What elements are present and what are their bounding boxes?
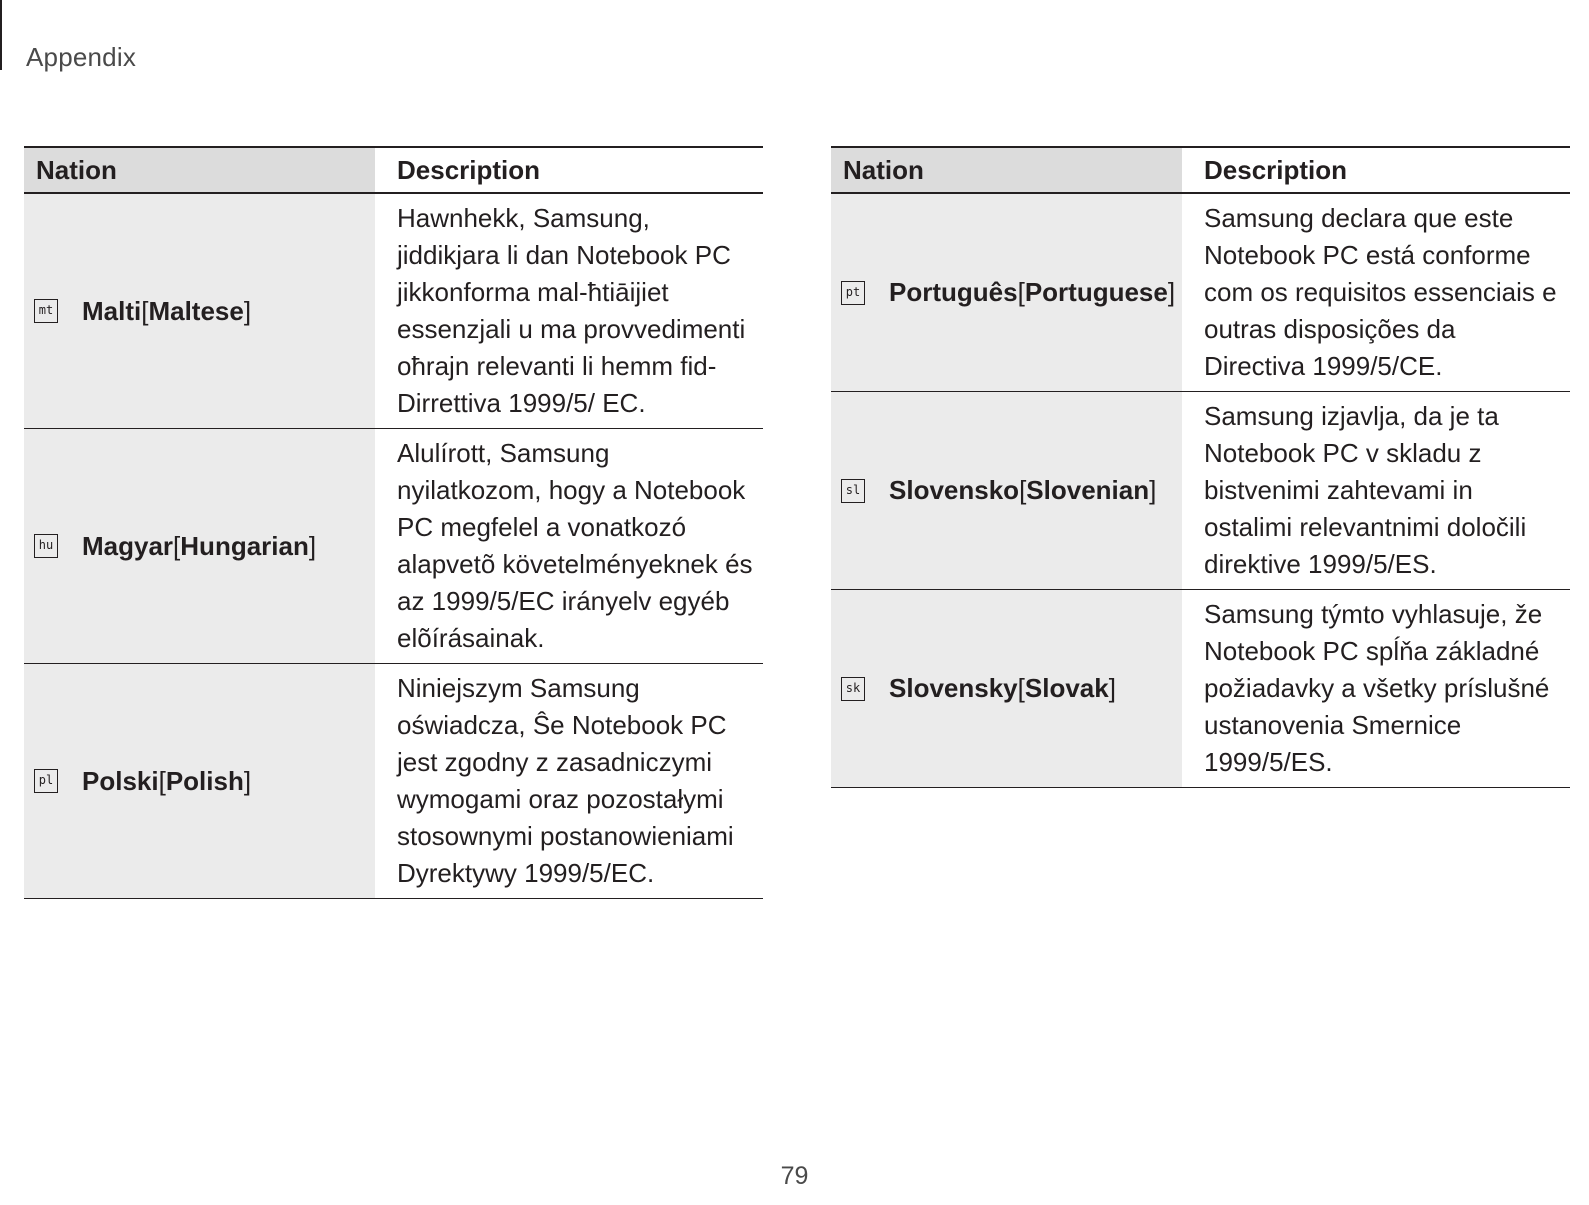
- language-code-icon: pt: [841, 281, 865, 305]
- nation-english-name: Hungarian: [180, 530, 309, 561]
- nation-english-name: Slovenian: [1026, 475, 1150, 505]
- nation-english-name: Polish: [165, 765, 244, 796]
- nation-cell: [831, 392, 1182, 590]
- nation-cell: [24, 429, 375, 664]
- nation-table-right: [831, 146, 1570, 788]
- nation-name: Malti[Maltese]: [82, 295, 252, 326]
- description-cell: Samsung declara que este Notebook PC está conforme com os requisitos essenciais e outras disposições da Directiva 1999/5/CE.: [1182, 193, 1570, 392]
- table-row: [24, 193, 763, 429]
- nation-name: Slovensky[Slovak]: [889, 673, 1116, 703]
- language-code-icon: mt: [34, 299, 58, 323]
- nation-cell: [831, 590, 1182, 788]
- nation-english-name: Maltese: [148, 295, 244, 326]
- description-cell: Alulírott, Samsung nyilatkozom, hogy a Notebook PC megfelel a vonatkozó alapvetõ követelményeknek és az 1999/5/EC irányelv egyéb elõírásainak.: [375, 429, 763, 664]
- description-cell: Niniejszym Samsung oświadcza, Ŝe Notebook PC jest zgodny z zasadniczymi wymogami oraz pozostałymi stosownymi postanowieniami Dyrektywy 1999/5/EC.: [375, 664, 763, 899]
- nation-native-name: Polski: [82, 765, 159, 796]
- column-header-description: Description: [1182, 147, 1570, 193]
- nation-native-name: Malti: [82, 295, 142, 326]
- language-code-icon: sl: [841, 479, 865, 503]
- table-row: [831, 590, 1570, 788]
- nation-native-name: Slovensko: [889, 475, 1020, 505]
- table-row: [24, 429, 763, 664]
- nation-english-name: Portuguese: [1024, 277, 1168, 307]
- nation-cell: [831, 193, 1182, 392]
- nation-cell: [24, 193, 375, 429]
- table-row: [24, 664, 763, 899]
- table-row: [831, 392, 1570, 590]
- nation-native-name: Magyar: [82, 530, 174, 561]
- table-row: [831, 193, 1570, 392]
- table-header-row: [24, 147, 763, 193]
- nation-name: Slovensko[Slovenian]: [889, 475, 1157, 505]
- nation-cell: [24, 664, 375, 899]
- nation-name: Magyar[Hungarian]: [82, 530, 317, 561]
- description-cell: Samsung týmto vyhlasuje, že Notebook PC spĺňa základné požiadavky a všetky príslušné ustanovenia Smernice 1999/5/ES.: [1182, 590, 1570, 788]
- nation-native-name: Slovensky: [889, 673, 1018, 703]
- column-header-nation: Nation: [24, 147, 375, 193]
- nation-name: Português[Portuguese]: [889, 277, 1176, 307]
- column-header-nation: Nation: [831, 147, 1182, 193]
- corner-rule: [0, 0, 2, 70]
- page-number: 79: [780, 1162, 809, 1190]
- description-cell: Samsung izjavlja, da je ta Notebook PC v skladu z bistvenimi zahtevami in ostalimi relevantnimi določili direktive 1999/5/ES.: [1182, 392, 1570, 590]
- nation-english-name: Slovak: [1024, 673, 1109, 703]
- column-header-description: Description: [375, 147, 763, 193]
- description-cell: Hawnhekk, Samsung, jiddikjara li dan Notebook PC jikkonforma mal-ħtiāijiet essenzjali u ma provvedimenti oħrajn relevanti li hemm fid-Dirrettiva 1999/5/ EC.: [375, 193, 763, 429]
- nation-native-name: Português: [889, 277, 1018, 307]
- language-code-icon: pl: [34, 769, 58, 793]
- language-code-icon: hu: [34, 534, 58, 558]
- nation-table-left: [24, 146, 763, 899]
- language-code-icon: sk: [841, 677, 865, 701]
- section-title: Appendix: [26, 42, 137, 72]
- nation-name: Polski[Polish]: [82, 765, 252, 796]
- table-header-row: [831, 147, 1570, 193]
